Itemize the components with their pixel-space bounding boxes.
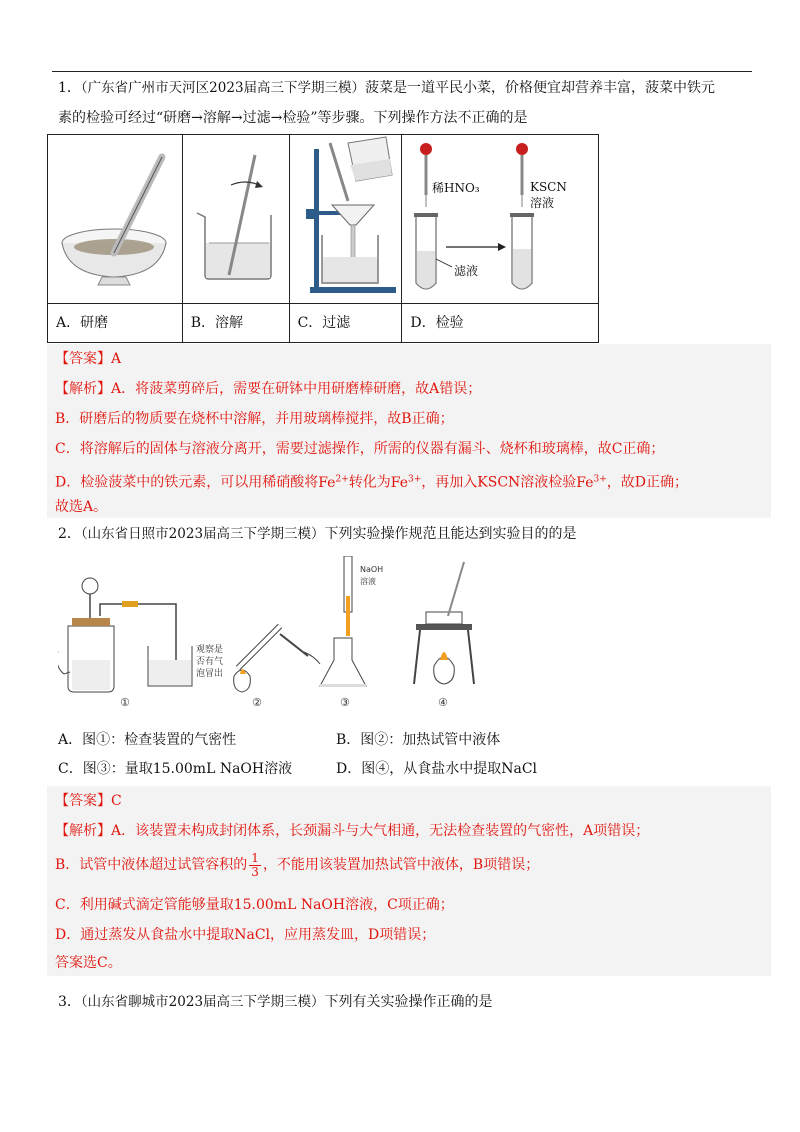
option-a: A．图①：检查装置的气密性 bbox=[58, 732, 237, 748]
analysis-1-line3: C．将溶解后的固体与溶液分离开，需要过滤操作，所需的仪器有漏斗、烧杯和玻璃棒，故C正确； bbox=[55, 441, 665, 457]
analysis-2-conclusion: 答案选C。 bbox=[55, 955, 122, 971]
heating-test-tube-icon bbox=[234, 626, 320, 709]
figure-dissolving bbox=[182, 135, 289, 304]
answer-box-1 bbox=[47, 344, 771, 518]
question-3 bbox=[58, 988, 748, 1016]
fe2-ion: $Fe^{2+}$ bbox=[318, 474, 349, 491]
option-b: B．图②：加热试管中液体 bbox=[336, 732, 501, 748]
question-1-line2: 素的检验可经过“研磨→溶解→过滤→检验”等步骤。下列操作方法不正确的是 bbox=[58, 110, 528, 126]
question-source: （广东省广州市天河区2023届高三下学期三模） bbox=[80, 80, 366, 96]
option-c: C．图③：量取15.00mL NaOH溶液 bbox=[58, 761, 293, 777]
option-d-label: D．检验 bbox=[402, 304, 599, 343]
burette-flask-icon bbox=[320, 556, 383, 709]
question-stem: 下列实验操作规范且能达到实验目的的是 bbox=[324, 526, 577, 542]
option-b-label: B．溶解 bbox=[182, 304, 289, 343]
question-1-line1 bbox=[58, 74, 748, 102]
filter-stand-icon bbox=[290, 135, 402, 303]
question-2-options-row1 bbox=[58, 726, 500, 754]
question-source: （山东省聊城市2023届高三下学期三模） bbox=[80, 994, 325, 1010]
filtrate-label: 滤液 bbox=[454, 264, 479, 278]
figure-filtering bbox=[289, 135, 402, 304]
analysis-2-line1: 【解析】A．该装置未构成封闭体系，长颈漏斗与大气相通，无法检查装置的气密性，A项错误； bbox=[55, 823, 650, 839]
apparatus-figures bbox=[58, 556, 478, 716]
fraction-one-third: $\frac{1}{3}$ bbox=[251, 850, 259, 879]
svg-text:泡冒出: 泡冒出 bbox=[196, 669, 224, 679]
analysis-2-line3: C．利用碱式滴定管能够量取15.00mL NaOH溶液，C项正确； bbox=[55, 897, 454, 913]
option-d: D．图④，从食盐水中提取NaCl bbox=[336, 761, 538, 777]
analysis-1-line4: D．检验菠菜中的铁元素，可以用稀硝酸将$Fe^{2+}$转化为$Fe^{3+}$，再加入KSCN溶液检验$Fe^{3+}$，故D正确； bbox=[55, 474, 689, 491]
answer-2: 【答案】C bbox=[55, 793, 122, 809]
analysis-1-line2: B．研磨后的物质要在烧杯中溶解，并用玻璃棒搅拌，故B正确； bbox=[55, 411, 454, 427]
analysis-1-line1: 【解析】A．将菠菜剪碎后，需要在研钵中用研磨棒研磨，故A错误； bbox=[55, 381, 482, 397]
option-c-label: C．过滤 bbox=[289, 304, 402, 343]
svg-text:否有气: 否有气 bbox=[196, 657, 224, 667]
option-a-label: A．研磨 bbox=[48, 304, 183, 343]
question-stem: 下列有关实验操作正确的是 bbox=[324, 994, 493, 1010]
figure-testing bbox=[402, 135, 599, 304]
question-number: 2． bbox=[58, 526, 81, 542]
svg-text:①: ① bbox=[120, 696, 130, 709]
analysis-2-line2: B．试管中液体超过试管容积的 $\frac{1}{3}$ ，不能用该装置加热试管中液体，B项错误； bbox=[55, 850, 540, 879]
question-2 bbox=[58, 520, 748, 548]
fe3-ion: $Fe^{3+}$ bbox=[390, 474, 422, 491]
question-number: 1． bbox=[58, 80, 81, 96]
svg-text:③: ③ bbox=[340, 696, 350, 709]
airtightness-apparatus-icon bbox=[58, 578, 223, 709]
test-tubes-icon bbox=[402, 135, 598, 303]
figure-table bbox=[47, 134, 599, 343]
svg-text:②: ② bbox=[252, 696, 262, 709]
svg-text:NaOH: NaOH bbox=[360, 565, 384, 574]
kscn-label: KSCN bbox=[530, 180, 568, 194]
analysis-1-conclusion: 故选A。 bbox=[55, 499, 108, 515]
figure-grinding bbox=[48, 135, 183, 304]
question-stem: 菠菜是一道平民小菜，价格便宜却营养丰富，菠菜中铁元 bbox=[365, 80, 716, 96]
svg-text:溶液: 溶液 bbox=[360, 577, 376, 586]
fe3-ion-2: $Fe^{3+}$ bbox=[576, 474, 607, 491]
beaker-stir-icon bbox=[183, 135, 289, 303]
dilute-hno3-label: 稀HNO₃ bbox=[432, 181, 480, 195]
question-number: 3． bbox=[58, 994, 81, 1010]
analysis-2-line4: D．通过蒸发从食盐水中提取NaCl，应用蒸发皿，D项错误； bbox=[55, 927, 436, 943]
question-2-options-row2 bbox=[58, 755, 537, 783]
mortar-pestle-icon bbox=[48, 135, 182, 303]
evaporation-icon bbox=[414, 562, 474, 709]
svg-text:观察是: 观察是 bbox=[196, 645, 224, 655]
question-1 bbox=[58, 74, 748, 132]
kscn-solution-label: 溶液 bbox=[530, 196, 555, 210]
answer-1: 【答案】A bbox=[55, 351, 122, 367]
header-rule bbox=[52, 71, 752, 72]
answer-box-2 bbox=[47, 786, 771, 976]
question-source: （山东省日照市2023届高三下学期三模） bbox=[80, 526, 325, 542]
svg-text:④: ④ bbox=[438, 696, 448, 709]
